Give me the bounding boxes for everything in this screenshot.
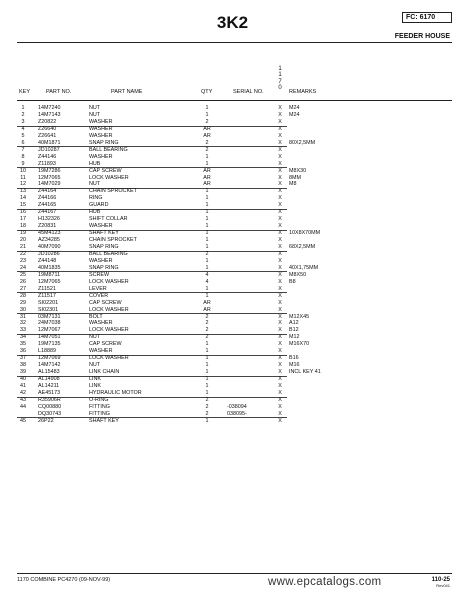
key-cell: 3 <box>21 118 25 125</box>
key-cell: 26 <box>20 278 26 285</box>
column-header-qty: QTY <box>201 89 213 95</box>
qty-cell: 2 <box>205 146 209 153</box>
x-mark-cell: X <box>278 237 282 244</box>
x-mark-cell: X <box>278 355 282 362</box>
vertical-column-label: 1 1 7 0 <box>278 66 282 91</box>
x-mark-cell: X <box>278 160 282 167</box>
qty-cell: 2 <box>205 327 209 334</box>
key-cell: 31 <box>20 313 26 320</box>
key-cell: 43 <box>20 396 26 403</box>
qty-cell: 1 <box>205 216 209 223</box>
part-number-cell: L18889 <box>38 348 56 355</box>
x-mark-cell: X <box>278 327 282 334</box>
qty-cell: 1 <box>205 355 209 362</box>
table-row <box>0 321 465 327</box>
part-name-cell: NUT <box>89 105 101 111</box>
key-cell: 8 <box>21 153 25 160</box>
qty-cell: AR <box>203 174 211 181</box>
key-cell: 14 <box>20 195 26 202</box>
part-name-cell: SHAFT KEY <box>89 417 119 424</box>
x-mark-cell: X <box>278 167 282 174</box>
part-number-cell: AL14908 <box>38 376 60 383</box>
column-header-key: KEY <box>19 89 31 95</box>
part-name-cell: HYDRAULIC MOTOR <box>89 389 142 396</box>
part-number-cell: R35906R <box>38 396 61 403</box>
qty-cell: 2 <box>205 320 209 327</box>
part-number-cell: 03M7131 <box>38 313 61 320</box>
page-title: 3K2 <box>216 13 249 32</box>
watermark: www.epcatalogs.com <box>268 576 382 588</box>
qty-cell: 1 <box>205 292 209 299</box>
part-number-cell: 19M7286 <box>38 167 61 174</box>
key-cell: 11 <box>20 174 26 181</box>
x-mark-cell: X <box>278 292 282 299</box>
part-name-cell: LOCK WASHER <box>89 355 129 362</box>
part-number-cell: 45M4123 <box>38 230 61 237</box>
table-row <box>0 217 465 223</box>
part-number-cell: Z44148 <box>38 257 57 264</box>
qty-cell: AR <box>203 132 211 139</box>
qty-cell: 1 <box>205 376 209 383</box>
table-row <box>0 356 465 362</box>
part-number-cell: 40M1835 <box>38 264 61 271</box>
part-number-cell: 14M7051 <box>38 334 61 341</box>
part-number-cell: 14M7240 <box>38 105 61 111</box>
x-mark-cell: X <box>278 188 282 195</box>
part-name-cell: COVER <box>89 292 109 299</box>
part-number-cell: 12M7065 <box>38 278 61 285</box>
x-mark-cell: X <box>278 223 282 230</box>
qty-cell: 2 <box>205 334 209 341</box>
part-number-cell: JD10287 <box>38 146 60 153</box>
key-cell: 1 <box>21 105 25 111</box>
remarks-cell: 80X2,5MM <box>289 139 316 146</box>
qty-cell: 1 <box>205 369 209 376</box>
part-name-cell: CAP SCREW <box>89 299 122 306</box>
remarks-cell: M8X50 <box>289 271 307 278</box>
table-row <box>0 342 465 348</box>
x-mark-cell: X <box>278 341 282 348</box>
part-number-cell: 12M7069 <box>38 355 61 362</box>
remarks-cell: M16X70 <box>289 341 310 348</box>
table-row <box>0 106 465 112</box>
fc-code-box: FC: 6170 <box>402 12 452 23</box>
qty-cell: 1 <box>205 383 209 389</box>
x-mark-cell: X <box>278 376 282 383</box>
part-number-cell: 14M7029 <box>38 181 61 188</box>
key-cell: 21 <box>20 244 26 250</box>
qty-cell: AR <box>203 306 211 313</box>
key-cell: 19 <box>20 230 26 237</box>
key-cell: 42 <box>20 389 26 396</box>
table-row <box>0 384 465 390</box>
remarks-cell: A12 <box>289 320 299 327</box>
key-cell: 4 <box>21 125 25 132</box>
part-name-cell: WASHER <box>89 132 113 139</box>
table-row <box>0 273 465 279</box>
qty-cell: 1 <box>205 202 209 209</box>
part-name-cell: BOLT <box>89 313 103 320</box>
part-name-cell: FITTING <box>89 403 110 410</box>
table-row <box>0 134 465 140</box>
part-name-cell: LINK <box>89 376 101 383</box>
table-row <box>0 210 465 216</box>
part-number-cell: Z20822 <box>38 118 57 125</box>
part-name-cell: NUT <box>89 181 101 188</box>
qty-cell: AR <box>203 299 211 306</box>
key-cell: 33 <box>20 327 26 334</box>
column-header-serial-no: SERIAL NO. <box>233 89 264 95</box>
part-number-cell: Z26640 <box>38 125 57 132</box>
table-row <box>0 301 465 307</box>
part-name-cell: LOCK WASHER <box>89 278 129 285</box>
x-mark-cell: X <box>278 271 282 278</box>
part-name-cell: RING <box>89 195 103 202</box>
remarks-cell: M8X30 <box>289 167 307 174</box>
remarks-cell: M16 <box>289 362 300 369</box>
x-mark-cell: X <box>278 320 282 327</box>
table-row <box>0 280 465 286</box>
key-cell: 36 <box>20 348 26 355</box>
part-number-cell: AL15483 <box>38 369 60 376</box>
part-number-cell: AE45173 <box>38 389 61 396</box>
x-mark-cell: X <box>278 118 282 125</box>
x-mark-cell: X <box>278 105 282 111</box>
x-mark-cell: X <box>278 285 282 292</box>
key-cell: 22 <box>20 250 26 257</box>
x-mark-cell: X <box>278 216 282 223</box>
x-mark-cell: X <box>278 174 282 181</box>
part-name-cell: O-RING <box>89 396 109 403</box>
part-number-cell: 14M7142 <box>38 362 61 369</box>
part-number-cell: AL14211 <box>38 383 60 389</box>
part-number-cell: SI02201 <box>38 299 59 306</box>
part-name-cell: NUT <box>89 362 101 369</box>
qty-cell: 1 <box>205 223 209 230</box>
key-cell: 18 <box>20 223 26 230</box>
x-mark-cell: X <box>278 264 282 271</box>
qty-cell: 2 <box>205 139 209 146</box>
table-row <box>0 377 465 383</box>
part-name-cell: LINK CHAIN <box>89 369 120 376</box>
remarks-cell: 10X8X70MM <box>289 230 321 237</box>
section-title: FEEDER HOUSE <box>394 33 450 40</box>
qty-cell: 4 <box>205 271 209 278</box>
table-row <box>0 398 465 404</box>
x-mark-cell: X <box>278 132 282 139</box>
part-name-cell: BALL BEARING <box>89 250 128 257</box>
x-mark-cell: X <box>278 313 282 320</box>
x-mark-cell: X <box>278 383 282 389</box>
part-name-cell: HUB <box>89 209 101 216</box>
x-mark-cell: X <box>278 299 282 306</box>
key-cell: 30 <box>20 306 26 313</box>
part-name-cell: LINK <box>89 383 101 389</box>
part-name-cell: GUARD <box>89 202 109 209</box>
table-row <box>0 155 465 161</box>
part-name-cell: NUT <box>89 334 101 341</box>
qty-cell: 1 <box>205 230 209 237</box>
remarks-cell: 8MM <box>289 174 301 181</box>
qty-cell: 1 <box>205 105 209 111</box>
column-header-part-name: PART NAME <box>111 89 143 95</box>
key-cell: 20 <box>20 237 26 244</box>
key-cell: 6 <box>21 139 25 146</box>
part-number-cell: JD10286 <box>38 250 60 257</box>
qty-cell: 1 <box>205 188 209 195</box>
part-number-cell: Z11517 <box>38 292 56 299</box>
qty-cell: AR <box>203 181 211 188</box>
table-row <box>0 113 465 119</box>
part-name-cell: FITTING <box>89 410 110 417</box>
key-cell: 24 <box>20 264 26 271</box>
remarks-cell: M8 <box>289 181 297 188</box>
table-row <box>0 405 465 411</box>
part-number-cell: H132326 <box>38 216 60 223</box>
key-cell: 2 <box>21 111 25 118</box>
x-mark-cell: X <box>278 146 282 153</box>
key-cell: 10 <box>20 167 26 174</box>
part-name-cell: WASHER <box>89 153 113 160</box>
part-name-cell: CAP SCREW <box>89 167 122 174</box>
table-row <box>0 252 465 258</box>
qty-cell: 2 <box>205 410 209 417</box>
part-name-cell: SHIFT COLLAR <box>89 216 128 223</box>
x-mark-cell: X <box>278 202 282 209</box>
key-cell: 41 <box>20 383 26 389</box>
qty-cell: 1 <box>205 237 209 244</box>
qty-cell: 1 <box>205 195 209 202</box>
part-name-cell: WASHER <box>89 125 113 132</box>
table-row <box>0 196 465 202</box>
key-cell: 9 <box>21 160 25 167</box>
key-cell: 16 <box>20 209 26 216</box>
qty-cell: AR <box>203 167 211 174</box>
part-number-cell: SI02301 <box>38 306 59 313</box>
table-row <box>0 189 465 195</box>
part-name-cell: LOCK WASHER <box>89 174 129 181</box>
part-number-cell: Z20831 <box>38 223 57 230</box>
x-mark-cell: X <box>278 111 282 118</box>
qty-cell: 1 <box>205 389 209 396</box>
part-name-cell: HUB <box>89 160 101 167</box>
x-mark-cell: X <box>278 244 282 250</box>
remarks-cell: M24 <box>289 111 300 118</box>
key-cell: 40 <box>20 376 26 383</box>
table-row <box>0 259 465 265</box>
key-cell: 44 <box>20 403 26 410</box>
key-cell: 25 <box>20 271 26 278</box>
x-mark-cell: X <box>278 250 282 257</box>
part-name-cell: CHAIN SPROCKET <box>89 188 137 195</box>
qty-cell: 1 <box>205 153 209 160</box>
remarks-cell: B16 <box>289 355 299 362</box>
table-row <box>0 294 465 300</box>
key-cell: 28 <box>20 292 26 299</box>
table-row <box>0 148 465 154</box>
key-cell: 17 <box>20 216 26 223</box>
qty-cell: 1 <box>205 264 209 271</box>
key-cell: 45 <box>20 417 26 424</box>
part-name-cell: SHAFT KEY <box>89 230 119 237</box>
qty-cell: 2 <box>205 313 209 320</box>
qty-cell: 2 <box>205 118 209 125</box>
x-mark-cell: X <box>278 153 282 160</box>
table-row <box>0 335 465 341</box>
remarks-cell: INCL KEY 41 <box>289 369 321 376</box>
serial-number-cell: -038094 <box>227 403 247 410</box>
x-mark-cell: X <box>278 334 282 341</box>
part-number-cell: 19M7135 <box>38 341 61 348</box>
part-number-cell: 14M7143 <box>38 111 61 118</box>
key-cell: 23 <box>20 257 26 264</box>
remarks-cell: B12 <box>289 327 299 334</box>
part-name-cell: WASHER <box>89 223 113 230</box>
table-row <box>0 231 465 237</box>
key-cell: 32 <box>20 320 26 327</box>
x-mark-cell: X <box>278 278 282 285</box>
remarks-cell: M12 <box>289 334 300 341</box>
key-cell: 12 <box>20 181 26 188</box>
table-row <box>0 238 465 244</box>
part-name-cell: SNAP RING <box>89 244 119 250</box>
part-name-cell: LOCK WASHER <box>89 306 129 313</box>
remarks-cell: 68X2,5MM <box>289 244 316 250</box>
part-name-cell: WASHER <box>89 118 113 125</box>
page-number-label: 110-25 <box>431 577 450 583</box>
x-mark-cell: X <box>278 306 282 313</box>
part-name-cell: NUT <box>89 111 101 118</box>
key-cell: 27 <box>20 285 26 292</box>
table-row <box>0 315 465 321</box>
x-mark-cell: X <box>278 348 282 355</box>
part-name-cell: SNAP RING <box>89 264 119 271</box>
part-number-cell: Z11893 <box>38 160 56 167</box>
qty-cell: 2 <box>205 403 209 410</box>
part-name-cell: CAP SCREW <box>89 341 122 348</box>
part-number-cell: Z11521 <box>38 285 56 292</box>
x-mark-cell: X <box>278 403 282 410</box>
qty-cell: 1 <box>205 209 209 216</box>
x-mark-cell: X <box>278 195 282 202</box>
x-mark-cell: X <box>278 257 282 264</box>
key-cell: 5 <box>21 132 25 139</box>
qty-cell: 1 <box>205 362 209 369</box>
qty-cell: 1 <box>205 417 209 424</box>
key-cell: 13 <box>20 188 26 195</box>
part-name-cell: SCREW <box>89 271 110 278</box>
qty-cell: AR <box>203 125 211 132</box>
part-number-cell: Z44146 <box>38 153 57 160</box>
table-row <box>0 176 465 182</box>
key-cell: 35 <box>20 341 26 348</box>
part-number-cell: 40M7090 <box>38 244 61 250</box>
remarks-cell: 40X1,75MM <box>289 264 319 271</box>
key-cell: 15 <box>20 202 26 209</box>
x-mark-cell: X <box>278 389 282 396</box>
part-name-cell: LOCK WASHER <box>89 327 129 334</box>
key-cell: 38 <box>20 362 26 369</box>
qty-cell: 1 <box>205 285 209 292</box>
part-number-cell: Z44165 <box>38 202 57 209</box>
table-row <box>0 127 465 133</box>
part-number-cell: Z44164 <box>38 188 57 195</box>
key-cell: 39 <box>20 369 26 376</box>
part-number-cell: 19M8711 <box>38 271 61 278</box>
x-mark-cell: X <box>278 139 282 146</box>
qty-cell: 1 <box>205 341 209 348</box>
table-row <box>0 363 465 369</box>
qty-cell: 1 <box>205 348 209 355</box>
qty-cell: 2 <box>205 396 209 403</box>
key-cell: 7 <box>21 146 25 153</box>
x-mark-cell: X <box>278 410 282 417</box>
part-number-cell: AZ34285 <box>38 237 60 244</box>
part-number-cell: DQ30743 <box>38 410 62 417</box>
part-name-cell: WASHER <box>89 320 113 327</box>
x-mark-cell: X <box>278 417 282 424</box>
part-name-cell: CHAIN SPROCKET <box>89 237 137 244</box>
page-revision: Rev041 <box>436 583 450 588</box>
part-name-cell: LEVER <box>89 285 107 292</box>
remarks-cell: M24 <box>289 105 300 111</box>
x-mark-cell: X <box>278 362 282 369</box>
serial-number-cell: 038095- <box>227 410 247 417</box>
part-name-cell: WASHER <box>89 348 113 355</box>
part-name-cell: WASHER <box>89 257 113 264</box>
bottom-divider <box>17 573 452 574</box>
qty-cell: 1 <box>205 257 209 264</box>
x-mark-cell: X <box>278 209 282 216</box>
key-cell: 34 <box>20 334 26 341</box>
qty-cell: 2 <box>205 250 209 257</box>
part-number-cell: Z26641 <box>38 132 57 139</box>
x-mark-cell: X <box>278 230 282 237</box>
part-number-cell: CQ00880 <box>38 403 62 410</box>
column-header-remarks: REMARKS <box>289 89 317 95</box>
part-name-cell: SNAP RING <box>89 139 119 146</box>
qty-cell: 1 <box>205 160 209 167</box>
column-header-part-no: PART NO. <box>46 89 72 95</box>
key-cell: 29 <box>20 299 26 306</box>
page-number <box>432 577 450 588</box>
qty-cell: 1 <box>205 111 209 118</box>
remarks-cell: M12X45 <box>289 313 310 320</box>
part-number-cell: 40M1871 <box>38 139 61 146</box>
header-divider <box>17 100 452 101</box>
x-mark-cell: X <box>278 369 282 376</box>
qty-cell: 4 <box>205 278 209 285</box>
x-mark-cell: X <box>278 396 282 403</box>
x-mark-cell: X <box>278 181 282 188</box>
part-number-cell: 26P22 <box>38 417 54 424</box>
part-number-cell: Z44167 <box>38 209 57 216</box>
part-name-cell: BALL BEARING <box>89 146 128 153</box>
part-number-cell: Z44166 <box>38 195 57 202</box>
table-row <box>0 169 465 175</box>
qty-cell: 1 <box>205 244 209 250</box>
x-mark-cell: X <box>278 125 282 132</box>
remarks-cell: B8 <box>289 278 296 285</box>
top-divider <box>17 42 452 43</box>
part-number-cell: 12M7065 <box>38 174 61 181</box>
table-row <box>0 419 465 425</box>
part-number-cell: 12M7067 <box>38 327 61 334</box>
footer-model-info: 1170 COMBINE PC4270 (09-NOV-99) <box>17 577 111 583</box>
key-cell: 37 <box>20 355 26 362</box>
part-number-cell: 24M7038 <box>38 320 61 327</box>
